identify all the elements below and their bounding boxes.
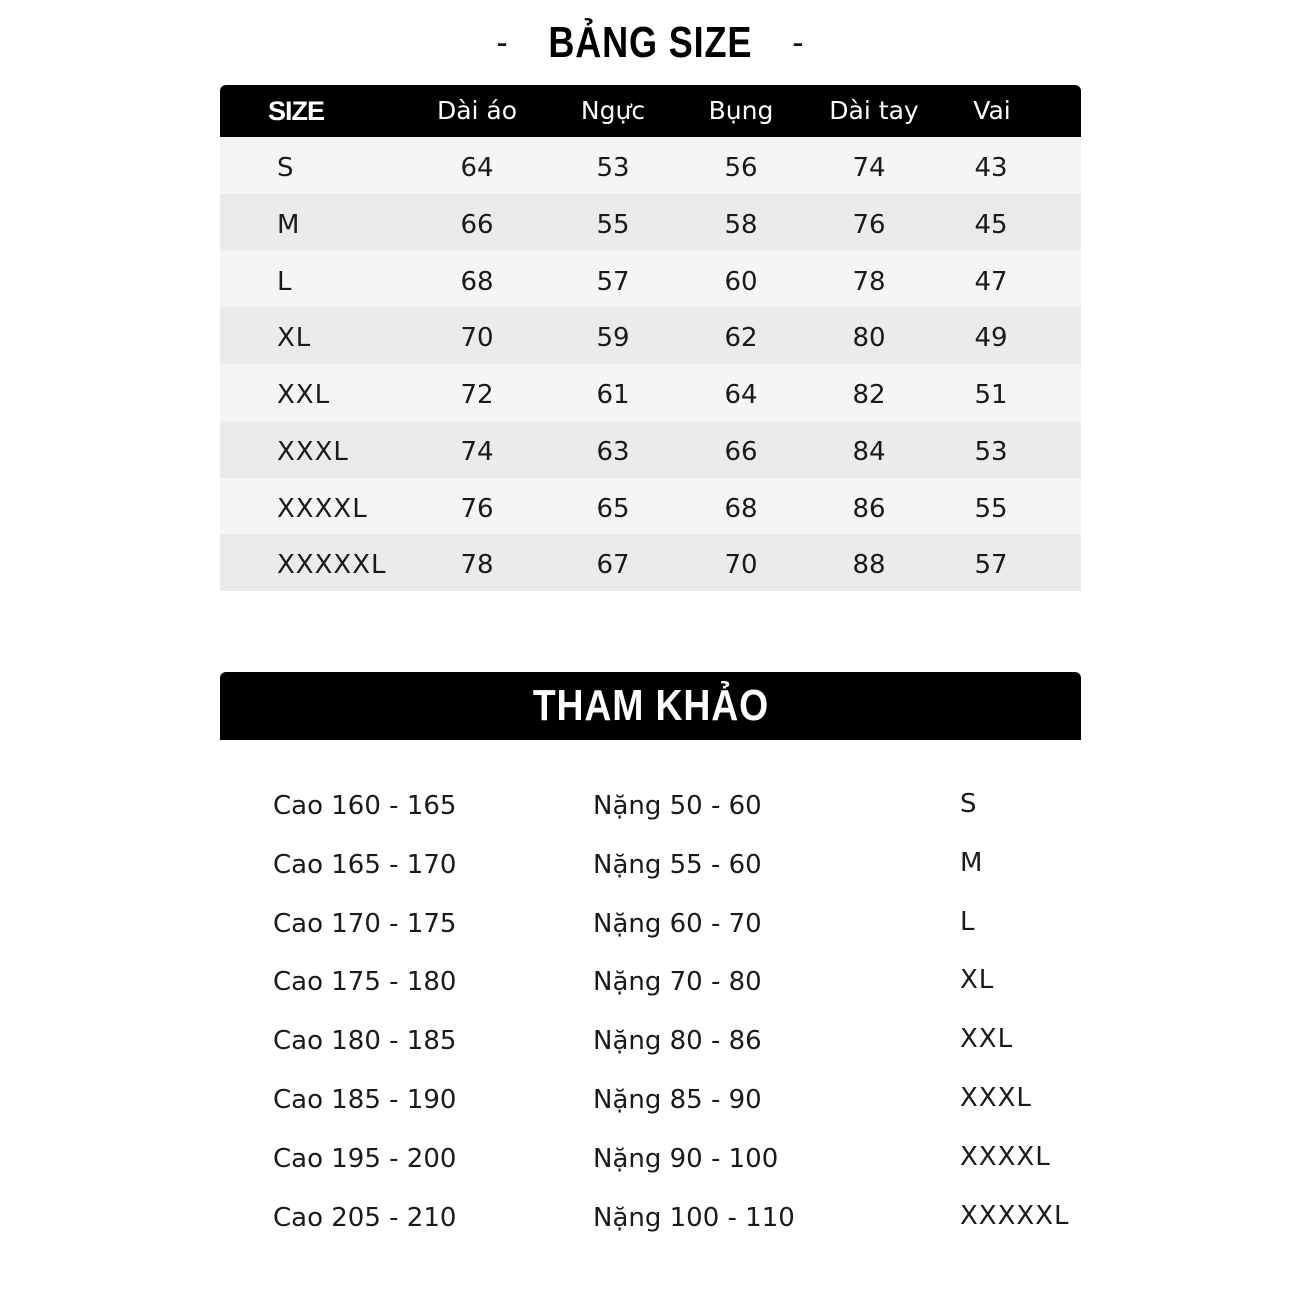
cell-length: 78 — [460, 550, 494, 581]
reference-weight: Nặng 70 - 80 — [593, 967, 762, 998]
reference-title: THAM KHẢO — [532, 681, 769, 730]
reference-header — [220, 672, 1081, 740]
cell-sleeve: 84 — [852, 436, 886, 467]
cell-sleeve: 74 — [852, 153, 886, 183]
cell-sleeve: 86 — [852, 493, 886, 524]
cell-chest: 55 — [596, 209, 630, 240]
cell-length: 68 — [460, 266, 494, 297]
cell-sleeve: 82 — [852, 380, 886, 410]
table-row — [220, 307, 1081, 364]
page-title: BẢNG SIZE — [548, 18, 752, 67]
reference-weight: Nặng 50 - 60 — [593, 791, 762, 821]
cell-length: 76 — [460, 493, 494, 524]
reference-weight: Nặng 85 - 90 — [593, 1084, 762, 1115]
cell-sleeve: 76 — [852, 209, 886, 240]
reference-height: Cao 170 - 175 — [273, 908, 457, 939]
title-dash-left: - — [496, 23, 508, 62]
cell-waist: 58 — [724, 209, 758, 240]
list-item — [0, 835, 1300, 894]
cell-shoulder: 43 — [974, 153, 1008, 183]
table-row — [220, 421, 1081, 478]
cell-size: XL — [277, 323, 312, 354]
cell-chest: 59 — [596, 323, 630, 354]
cell-size: XXXL — [277, 436, 349, 467]
table-row — [220, 364, 1081, 421]
reference-list — [0, 776, 1300, 1246]
size-table — [220, 85, 1081, 591]
cell-waist: 66 — [724, 436, 758, 467]
cell-length: 72 — [460, 380, 494, 410]
cell-chest: 65 — [596, 493, 630, 524]
reference-size: XL — [960, 965, 995, 996]
cell-waist: 60 — [724, 266, 758, 297]
cell-shoulder: 55 — [974, 493, 1008, 524]
header-waist: Bụng — [708, 96, 774, 125]
list-item — [0, 1188, 1300, 1247]
cell-waist: 70 — [724, 550, 758, 581]
header-shoulder: Vai — [973, 96, 1011, 125]
cell-chest: 53 — [596, 153, 630, 183]
reference-weight: Nặng 55 - 60 — [593, 849, 762, 880]
list-item — [0, 1011, 1300, 1070]
header-length: Dài áo — [436, 96, 518, 125]
cell-length: 64 — [460, 153, 494, 183]
list-item — [0, 776, 1300, 835]
cell-size: S — [277, 153, 295, 183]
list-item — [0, 1070, 1300, 1129]
cell-chest: 63 — [596, 436, 630, 467]
cell-size: M — [277, 209, 301, 240]
reference-size: L — [960, 906, 976, 937]
reference-size: S — [960, 789, 978, 819]
cell-length: 70 — [460, 323, 494, 354]
reference-height: Cao 185 - 190 — [273, 1084, 457, 1115]
header-size: SIZE — [268, 96, 325, 126]
cell-length: 66 — [460, 209, 494, 240]
reference-height: Cao 175 - 180 — [273, 967, 457, 998]
reference-size: XXXXXL — [960, 1200, 1070, 1231]
cell-size: L — [277, 266, 293, 297]
cell-shoulder: 47 — [974, 266, 1008, 297]
title-dash-right: - — [792, 23, 804, 62]
cell-shoulder: 53 — [974, 436, 1008, 467]
cell-shoulder: 45 — [974, 209, 1008, 240]
reference-height: Cao 180 - 185 — [273, 1026, 457, 1057]
cell-sleeve: 80 — [852, 323, 886, 354]
cell-chest: 67 — [596, 550, 630, 581]
cell-shoulder: 51 — [974, 380, 1008, 410]
page-title-wrap — [0, 18, 1300, 68]
size-table-header — [220, 85, 1081, 137]
reference-height: Cao 195 - 200 — [273, 1143, 457, 1174]
reference-weight: Nặng 60 - 70 — [593, 908, 762, 939]
reference-size: XXXXL — [960, 1141, 1051, 1172]
table-row — [220, 534, 1081, 591]
header-sleeve: Dài tay — [829, 96, 919, 125]
reference-size: XXXL — [960, 1082, 1032, 1113]
cell-waist: 64 — [724, 380, 758, 410]
cell-size: XXXXL — [277, 493, 368, 524]
cell-sleeve: 78 — [852, 266, 886, 297]
size-table-body — [220, 137, 1081, 591]
reference-height: Cao 205 - 210 — [273, 1202, 457, 1233]
table-row — [220, 137, 1081, 194]
list-item — [0, 1129, 1300, 1188]
header-chest: Ngực — [580, 96, 646, 125]
reference-height: Cao 160 - 165 — [273, 791, 457, 821]
cell-waist: 68 — [724, 493, 758, 524]
table-row — [220, 194, 1081, 251]
cell-chest: 61 — [596, 380, 630, 410]
reference-height: Cao 165 - 170 — [273, 849, 457, 880]
cell-chest: 57 — [596, 266, 630, 297]
cell-shoulder: 49 — [974, 323, 1008, 354]
reference-size: XXL — [960, 1024, 1014, 1055]
list-item — [0, 894, 1300, 953]
table-row — [220, 478, 1081, 535]
reference-weight: Nặng 90 - 100 — [593, 1143, 779, 1174]
table-row — [220, 251, 1081, 308]
cell-shoulder: 57 — [974, 550, 1008, 581]
reference-size: M — [960, 847, 984, 878]
cell-waist: 62 — [724, 323, 758, 354]
cell-size: XXL — [277, 380, 331, 410]
reference-weight: Nặng 100 - 110 — [593, 1202, 795, 1233]
cell-waist: 56 — [724, 153, 758, 183]
cell-size: XXXXXL — [277, 550, 387, 581]
cell-sleeve: 88 — [852, 550, 886, 581]
cell-length: 74 — [460, 436, 494, 467]
reference-weight: Nặng 80 - 86 — [593, 1026, 762, 1057]
list-item — [0, 952, 1300, 1011]
